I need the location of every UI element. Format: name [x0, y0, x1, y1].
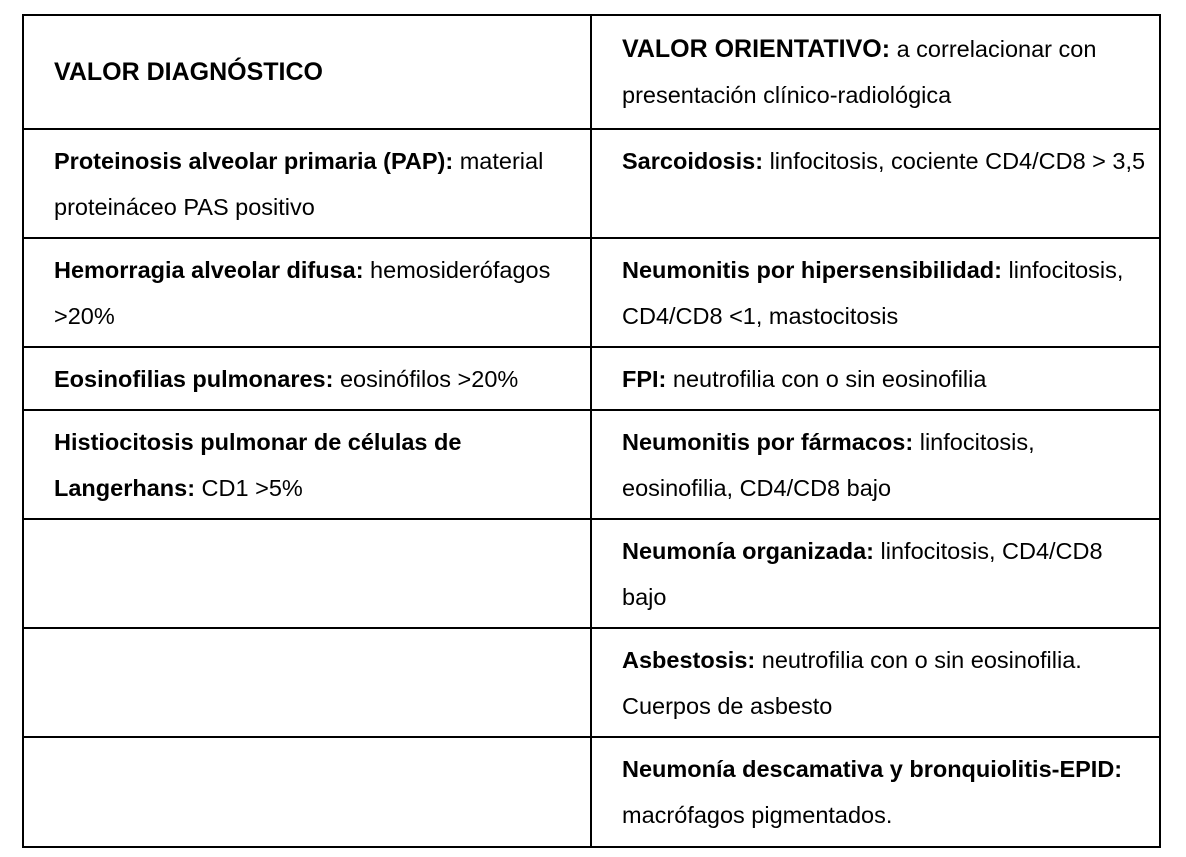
orientative-label: Neumonía organizada: [622, 538, 875, 564]
bal-diagnostic-table [22, 14, 1161, 848]
header-orientative-value [591, 15, 1160, 129]
orientative-label: Neumonía descamativa y bronquiolitis-EPID: [622, 756, 1123, 782]
diagnostic-text: eosinófilos >20% [333, 366, 519, 392]
table-row [23, 347, 1160, 410]
diagnostic-label: Proteinosis alveolar primaria (PAP): [54, 148, 454, 174]
orientative-cell [591, 347, 1160, 410]
orientative-cell [591, 737, 1160, 847]
orientative-cell [591, 519, 1160, 628]
table-header-row [23, 15, 1160, 129]
orientative-cell [591, 238, 1160, 347]
orientative-cell [591, 628, 1160, 737]
diagnostic-label: Hemorragia alveolar difusa: [54, 257, 364, 283]
table-row [23, 129, 1160, 238]
header-orientative-text: a correlacionar con presentación clínico-radiológica [622, 36, 1097, 108]
header-orientative-label: VALOR ORIENTATIVO: [622, 35, 891, 63]
orientative-label: Neumonitis por fármacos: [622, 429, 914, 455]
diagnostic-cell [23, 410, 591, 519]
orientative-text: linfocitosis, CD4/CD8 <1, mastocitosis [622, 257, 1124, 329]
header-diagnostic-value: VALOR DIAGNÓSTICO [23, 15, 591, 129]
diagnostic-text: CD1 >5% [195, 475, 303, 501]
diagnostic-label: Histiocitosis pulmonar de células de Langerhans: [54, 429, 462, 501]
table-row [23, 519, 1160, 628]
orientative-label: Asbestosis: [622, 647, 756, 673]
diagnostic-cell-empty [23, 628, 591, 737]
orientative-label: FPI: [622, 366, 667, 392]
diagnostic-cell [23, 129, 591, 238]
table-row [23, 410, 1160, 519]
diagnostic-cell [23, 347, 591, 410]
orientative-text: macrófagos pigmentados. [622, 802, 893, 828]
orientative-text: linfocitosis, cociente CD4/CD8 > 3,5 [763, 148, 1146, 174]
table-row [23, 628, 1160, 737]
diagnostic-text: material proteináceo PAS positivo [54, 148, 544, 220]
orientative-cell [591, 410, 1160, 519]
diagnostic-text: hemosiderófagos >20% [54, 257, 551, 329]
orientative-text: linfocitosis, CD4/CD8 bajo [622, 538, 1103, 610]
table-row [23, 238, 1160, 347]
orientative-text: neutrofilia con o sin eosinofilia [666, 366, 987, 392]
diagnostic-cell-empty [23, 519, 591, 628]
table-row [23, 737, 1160, 847]
orientative-label: Sarcoidosis: [622, 148, 764, 174]
orientative-text: neutrofilia con o sin eosinofilia. Cuerpos de asbesto [622, 647, 1082, 719]
diagnostic-cell-empty [23, 737, 591, 847]
orientative-cell [591, 129, 1160, 238]
diagnostic-label: Eosinofilias pulmonares: [54, 366, 334, 392]
diagnostic-cell [23, 238, 591, 347]
orientative-label: Neumonitis por hipersensibilidad: [622, 257, 1002, 283]
orientative-text: linfocitosis, eosinofilia, CD4/CD8 bajo [622, 429, 1035, 501]
